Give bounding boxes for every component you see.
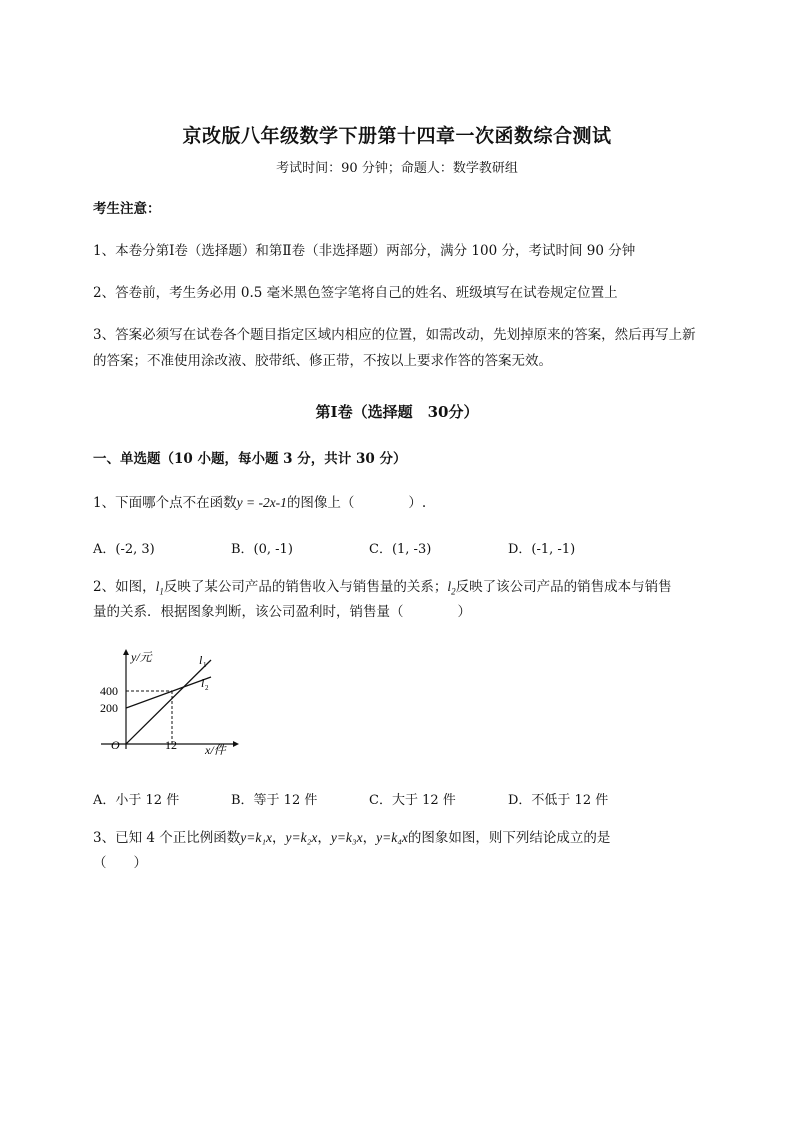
line-l2 [126,677,211,708]
question-3-sep-3: ， [362,830,377,846]
line-l1-label: l [199,653,203,667]
question-2-l2-letter: l [447,579,452,594]
question-3-sep-2: ， [317,830,331,846]
x-tick-12: 12 [165,738,177,752]
question-3-f2: y=k₂x [285,830,318,845]
question-1-option-b[interactable]: B．(0, -1) [231,542,293,557]
question-2-option-c[interactable]: C．大于 12 件 [369,793,456,808]
line-l2-sub: 2 [205,684,209,692]
section-heading: 一、单选题（10 小题，每小题 3 分，共计 30 分） [93,451,407,467]
question-2-text-c: 反映了该公司产品的销售成本与销售 [455,579,672,595]
notice-item-2: 2、答卷前，考生务必用 0.5 毫米黑色签字笔将自己的姓名、班级填写在试卷规定位置上 [93,285,618,301]
question-1-option-d[interactable]: D．(-1, -1) [508,542,576,557]
question-1-suffix: 的图像上（ ）. [286,495,427,511]
page-subtitle: 考试时间：90 分钟；命题人：数学教研组 [276,161,518,176]
y-axis-arrow [123,649,129,655]
question-3-f4: y=k₄x [376,830,408,845]
question-2-option-a[interactable]: A．小于 12 件 [93,793,180,808]
notice-item-3-cont: 的答案；不准使用涂改液、胶带纸、修正带，不按以上要求作答的答案无效。 [93,353,552,369]
x-axis-arrow [233,741,239,747]
question-2-l1-letter: l [155,579,160,594]
line-l1-sub: 1 [203,661,207,669]
question-3-f1: y=k₁x [240,830,273,845]
page-title: 京改版八年级数学下册第十四章一次函数综合测试 [182,125,612,147]
notice-item-3: 3、答案必须写在试卷各个题目指定区域内相应的位置，如需改动，先划掉原来的答案，然后再写上新 [93,327,696,343]
question-1-option-a[interactable]: A．(-2, 3) [93,542,155,557]
question-1 [93,496,426,511]
question-2-graph [93,645,253,757]
question-2-line-1 [93,580,672,597]
notice-item-1: 1、本卷分第Ⅰ卷（选择题）和第Ⅱ卷（非选择题）两部分，满分 100 分，考试时间 90 分钟 [93,243,636,259]
question-3-prefix: 3、已知 4 个正比例函数 [93,830,241,846]
question-2-l2 [447,579,456,597]
y-axis-label: y/元 [131,650,152,664]
question-3-sep-1: ， [272,830,286,846]
question-2-l1-sub: 1 [159,586,164,597]
question-2-l1 [155,579,164,597]
question-3-line-1 [93,831,610,846]
line-l2-label: l [201,676,205,690]
question-2-l2-sub: 2 [451,586,456,597]
y-tick-200: 200 [100,701,118,715]
section-title: 第Ⅰ卷（选择题 30分） [315,403,479,421]
question-2-option-b[interactable]: B．等于 12 件 [231,793,318,808]
question-3-line-2: （ ） [93,855,147,871]
question-1-formula: y = -2x-1 [236,495,287,510]
question-1-option-c[interactable]: C．(1, -3) [369,542,432,557]
line-l1 [126,660,211,744]
question-2-text-b: 反映了某公司产品的销售收入与销售量的关系； [163,579,448,595]
question-2-option-d[interactable]: D．不低于 12 件 [508,793,609,808]
x-axis-label: x/件 [205,743,226,757]
question-3-f3: y=k₃x [330,830,363,845]
question-2-text-a: 2、如图， [93,579,156,595]
notice-heading: 考生注意： [93,201,161,217]
question-2-line-2: 量的关系．根据图象判断，该公司盈利时，销售量（ ） [93,604,471,620]
origin-label: O [111,738,120,752]
y-tick-400: 400 [100,684,118,698]
question-3-suffix: 的图象如图，则下列结论成立的是 [407,830,611,846]
question-1-prefix: 1、下面哪个点不在函数 [93,495,237,511]
